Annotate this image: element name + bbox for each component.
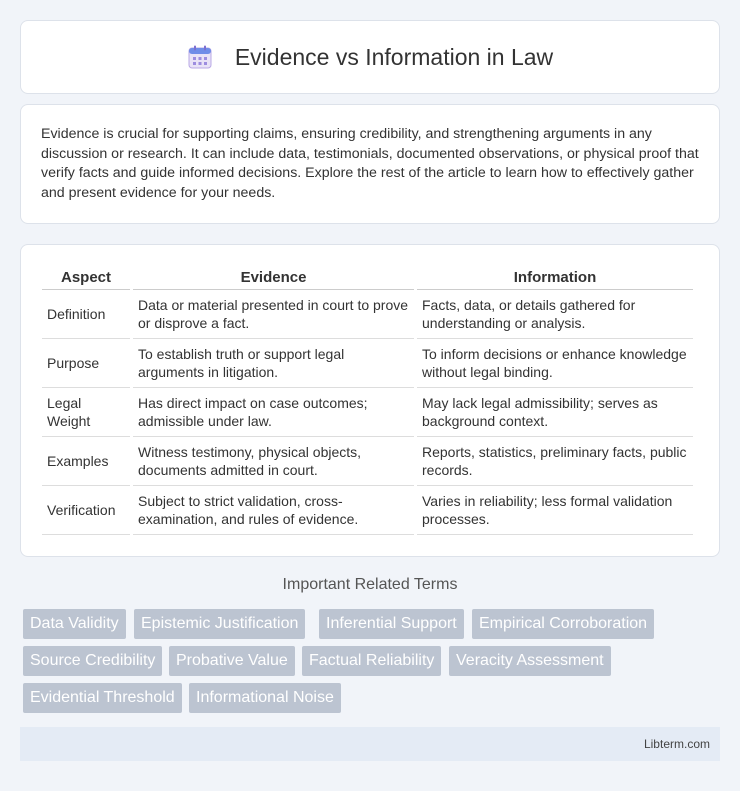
calendar-grid-icon [187, 44, 213, 70]
table-row [42, 290, 693, 339]
table-header-row [42, 265, 693, 290]
row-evidence: Data or material presented in court to prove or disprove a fact. [133, 290, 414, 339]
comparison-table-card [20, 244, 720, 557]
footer-site-link[interactable]: Libterm.com [643, 737, 710, 751]
header-evidence: Evidence [133, 265, 414, 290]
comparison-table [39, 265, 696, 535]
tag-informational-noise[interactable]: Informational Noise [189, 683, 341, 713]
header-aspect: Aspect [42, 265, 130, 290]
row-aspect: Verification [42, 486, 130, 535]
header-information: Information [417, 265, 693, 290]
title-card [20, 20, 720, 94]
page-title: Evidence vs Information in Law [234, 43, 554, 70]
tag-factual-reliability[interactable]: Factual Reliability [302, 646, 441, 676]
tag-probative-value[interactable]: Probative Value [169, 646, 295, 676]
tag-epistemic-justification[interactable]: Epistemic Justification [134, 609, 305, 639]
row-aspect: Definition [42, 290, 130, 339]
table-row [42, 388, 693, 437]
table-row [42, 437, 693, 486]
intro-paragraph: Evidence is crucial for supporting claims, ensuring credibility, and strengthening arguments in any discussion or research. It can include data, testimonials, documented observations, or physical proof that verify facts and guide informed decisions. Explore the rest of the article to learn how to effectively gather and present evidence for your needs. [41, 126, 699, 201]
tag-inferential-support[interactable]: Inferential Support [319, 609, 464, 639]
row-evidence: Witness testimony, physical objects, documents admitted in court. [133, 437, 414, 486]
tag-data-validity[interactable]: Data Validity [23, 609, 126, 639]
table-row [42, 486, 693, 535]
row-information: To inform decisions or enhance knowledge without legal binding. [417, 339, 693, 388]
row-aspect: Legal Weight [42, 388, 130, 437]
tag-veracity-assessment[interactable]: Veracity Assessment [449, 646, 611, 676]
footer [20, 727, 720, 761]
row-information: Varies in reliability; less formal validation processes. [417, 486, 693, 535]
tag-source-credibility[interactable]: Source Credibility [23, 646, 162, 676]
row-information: May lack legal admissibility; serves as background context. [417, 388, 693, 437]
row-evidence: Subject to strict validation, cross-examination, and rules of evidence. [133, 486, 414, 535]
row-aspect: Purpose [42, 339, 130, 388]
tag-evidential-threshold[interactable]: Evidential Threshold [23, 683, 182, 713]
row-information: Facts, data, or details gathered for understanding or analysis. [417, 290, 693, 339]
related-terms-title: Important Related Terms [282, 576, 458, 593]
row-evidence: Has direct impact on case outcomes; admissible under law. [133, 388, 414, 437]
table-row [42, 339, 693, 388]
intro-card [20, 104, 720, 224]
tag-empirical-corroboration[interactable]: Empirical Corroboration [472, 609, 654, 639]
row-aspect: Examples [42, 437, 130, 486]
row-evidence: To establish truth or support legal arguments in litigation. [133, 339, 414, 388]
row-information: Reports, statistics, preliminary facts, public records. [417, 437, 693, 486]
